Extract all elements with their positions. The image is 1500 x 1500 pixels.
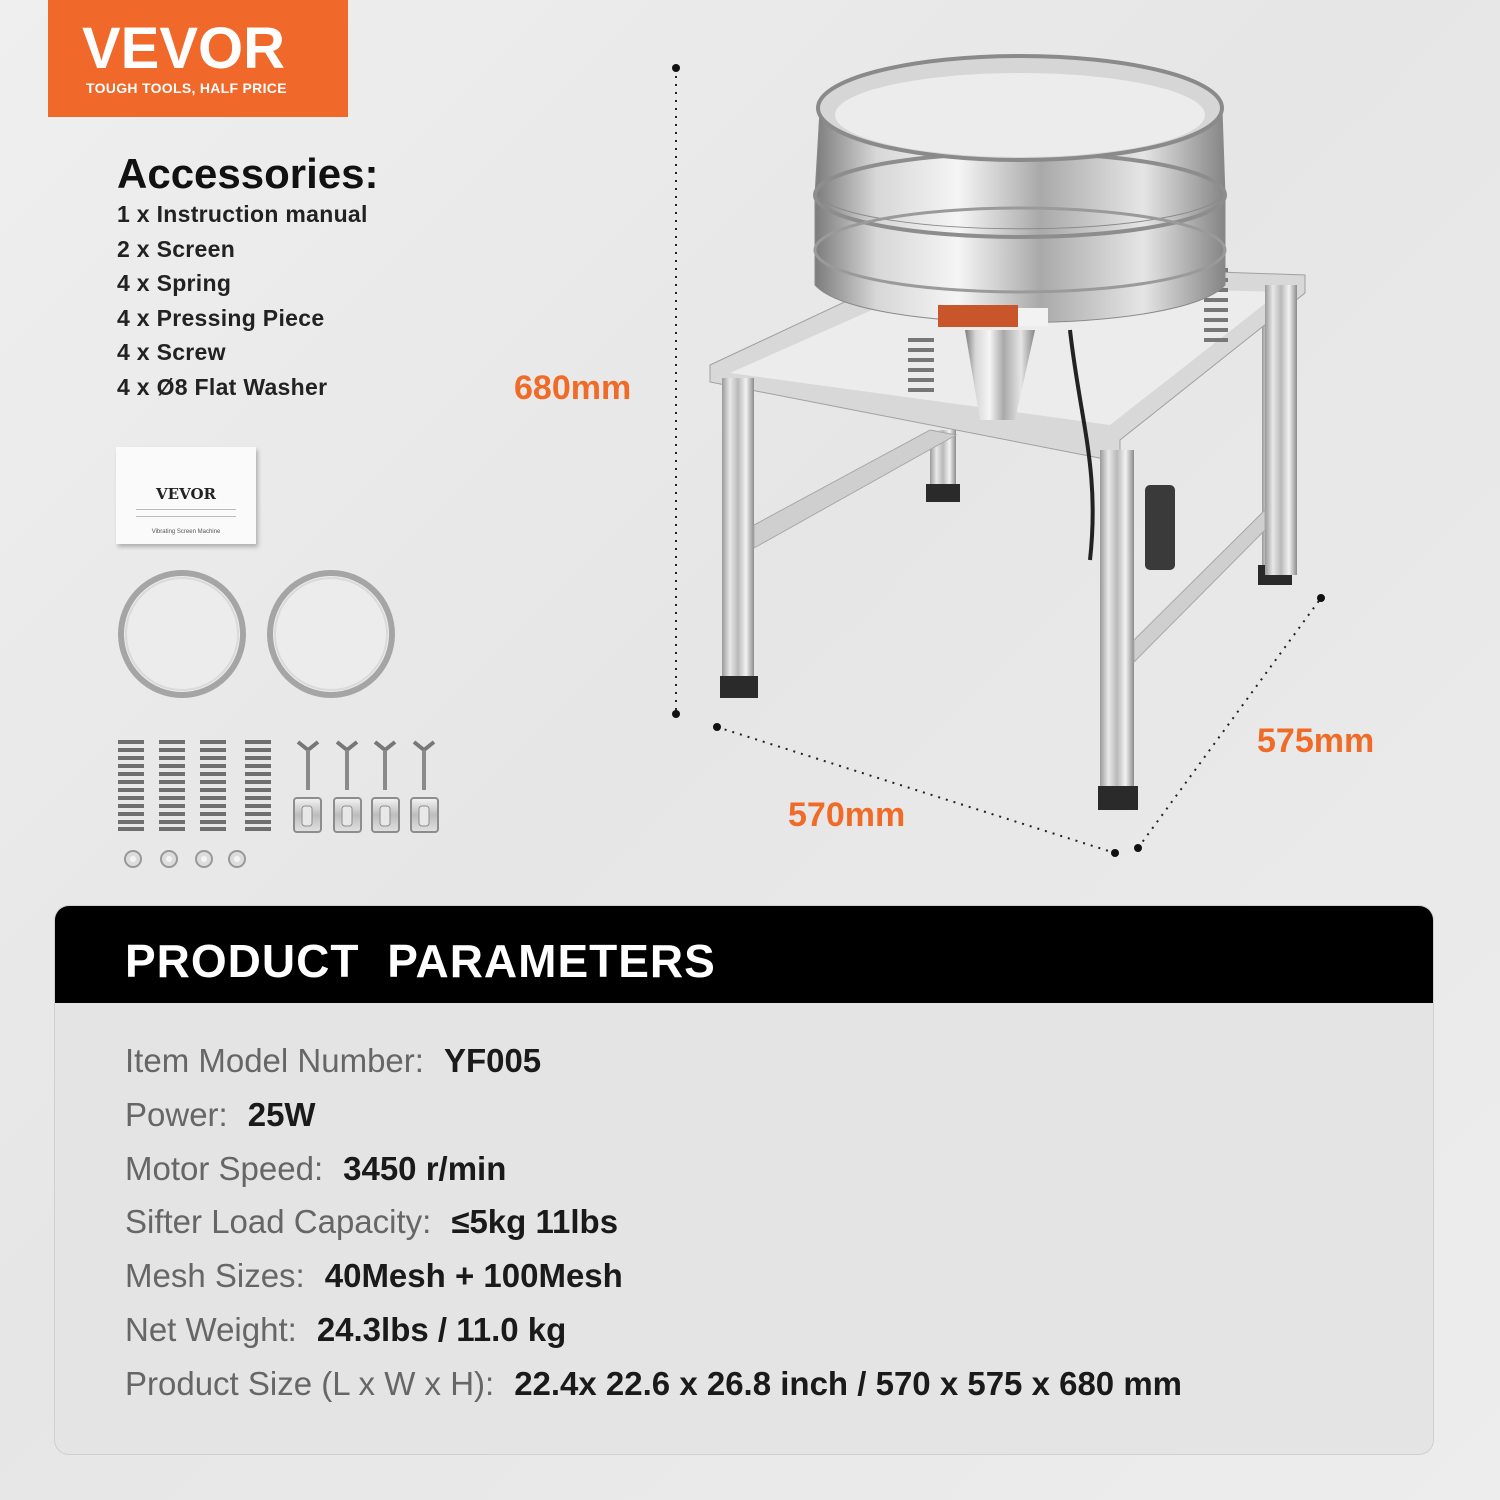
parameter-value: YF005 <box>443 1042 542 1079</box>
screen-ring-icon <box>121 573 243 695</box>
parameter-row <box>125 1096 1182 1150</box>
spring-icon <box>245 742 271 829</box>
parameter-label: Item Model Number: <box>125 1042 424 1079</box>
wing-screw-icon <box>298 742 318 790</box>
spring-icon <box>200 742 226 829</box>
brand-name: VEVOR <box>82 16 286 81</box>
parameter-value: 24.3lbs / 11.0 kg <box>316 1310 567 1348</box>
height-dimension-label: 680mm <box>514 369 632 407</box>
parameter-value: ≤5kg 11lbs <box>451 1203 619 1241</box>
parameter-row <box>125 1365 1182 1419</box>
screen-ring-icon <box>270 573 392 695</box>
sifter-machine-image <box>710 56 1305 810</box>
flat-washer-icon <box>196 851 212 867</box>
accessories-title: Accessories: <box>117 150 379 197</box>
accessory-item: 2 x Screen <box>117 235 236 262</box>
parameters-header <box>55 906 1433 1003</box>
parameter-value: 3450 r/min <box>343 1149 507 1187</box>
parameter-row <box>125 1311 1182 1365</box>
height-dimension-line <box>672 64 680 718</box>
pressing-piece-icon <box>411 798 438 832</box>
parameter-row <box>125 1042 1182 1096</box>
parameters-title: PRODUCT PARAMETERS <box>125 935 716 987</box>
flat-washer-icon <box>125 851 141 867</box>
brand-tagline: TOUGH TOOLS, HALF PRICE <box>86 80 287 96</box>
product-parameters-panel <box>55 906 1433 1454</box>
flat-washer-icon <box>161 851 177 867</box>
parameter-label: Mesh Sizes: <box>125 1257 305 1295</box>
accessory-item: 4 x Pressing Piece <box>117 304 325 331</box>
accessory-item: 4 x Ø8 Flat Washer <box>117 373 328 400</box>
parameter-label: Net Weight: <box>125 1310 297 1348</box>
width-dimension-label: 575mm <box>1257 722 1375 760</box>
pressing-piece-icon <box>294 798 321 832</box>
accessory-item: 4 x Spring <box>117 270 232 297</box>
wing-screw-icon <box>375 742 395 790</box>
spring-icon <box>117 740 145 830</box>
pressing-piece-icon <box>334 798 361 832</box>
parameter-label: Product Size (L x W x H): <box>125 1364 495 1402</box>
parameter-label: Sifter Load Capacity: <box>125 1203 432 1241</box>
length-dimension-label: 570mm <box>788 796 906 834</box>
parameter-label: Power: <box>125 1095 228 1133</box>
length-dimension-line <box>713 723 1119 857</box>
accessory-item: 1 x Instruction manual <box>117 201 368 227</box>
wing-screw-icon <box>414 742 434 790</box>
parameter-row <box>125 1257 1182 1311</box>
spring-icon <box>159 742 185 829</box>
parameter-label: Motor Speed: <box>125 1149 324 1187</box>
parameter-value: 40Mesh + 100Mesh <box>324 1257 623 1295</box>
parameter-value: 25W <box>247 1095 316 1133</box>
parameter-row <box>125 1203 1182 1257</box>
wing-screw-icon <box>337 742 357 790</box>
parameter-value: 22.4x 22.6 x 26.8 inch / 570 x 575 x 680 mm <box>514 1364 1183 1402</box>
parameters-list <box>125 1042 1182 1419</box>
parameter-row <box>125 1150 1182 1204</box>
manual-brand: VEVOR <box>156 485 216 503</box>
manual-subtitle: Vibrating Screen Machine <box>151 529 221 535</box>
pressing-piece-icon <box>372 798 399 832</box>
flat-washer-icon <box>229 851 245 867</box>
accessory-item: 4 x Screw <box>117 339 226 366</box>
